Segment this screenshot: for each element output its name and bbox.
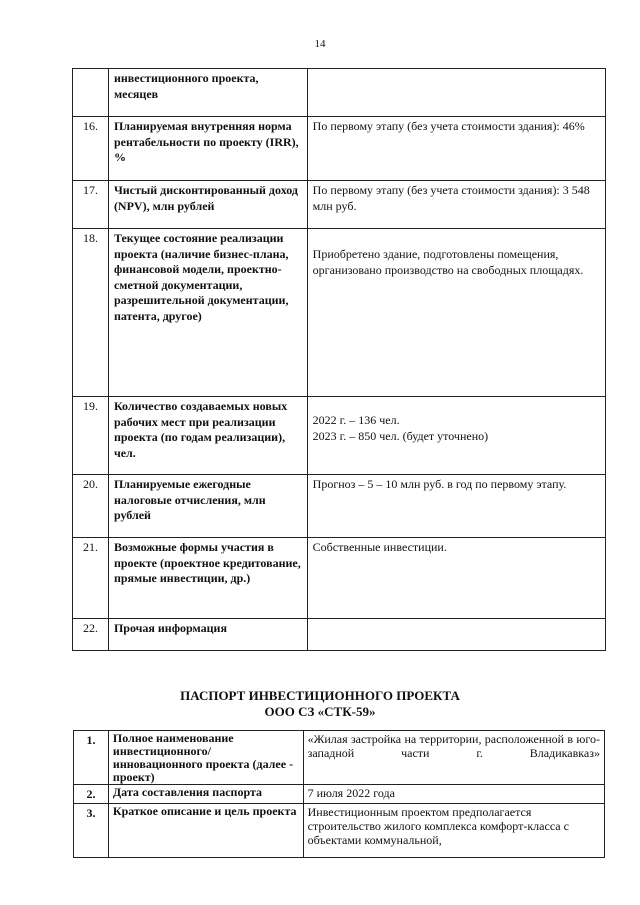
row-number: 1.: [74, 731, 109, 785]
row-value: Прогноз – 5 – 10 млн руб. в год по первому этапу.: [307, 475, 605, 538]
table-row: [73, 475, 606, 538]
table-row: [74, 731, 605, 785]
table-row: [73, 619, 606, 651]
row-label: Возможные формы участия в проекте (проектное кредитование, прямые инвестиции, др.): [108, 538, 307, 619]
row-value: [307, 619, 605, 651]
table-row: [73, 397, 606, 475]
row-label: Прочая информация: [108, 619, 307, 651]
row-number: 22.: [73, 619, 109, 651]
table-row: [73, 117, 606, 181]
row-value: [307, 397, 605, 475]
row-value: По первому этапу (без учета стоимости здания): 3 548 млн руб.: [307, 181, 605, 229]
row-label: инвестиционного проекта, месяцев: [108, 69, 307, 117]
row-value: [307, 69, 605, 117]
row-value: Собственные инвестиции.: [307, 538, 605, 619]
row-value: «Жилая застройка на территории, расположенной в юго-западной части г. Владикавказ»: [303, 731, 604, 785]
table-row: [74, 804, 605, 858]
table-row: [73, 181, 606, 229]
row-value: 7 июля 2022 года: [303, 785, 604, 804]
row-label: Краткое описание и цель проекта: [108, 804, 303, 858]
row-label: Полное наименование инвестиционного/инновационного проекта (далее - проект): [108, 731, 303, 785]
passport-table: [73, 730, 605, 858]
table-row: [74, 785, 605, 804]
row-label: Количество создаваемых новых рабочих мест при реализации проекта (по годам реализации), чел.: [108, 397, 307, 475]
row-number: 3.: [74, 804, 109, 858]
row-value: Приобретено здание, подготовлены помещения, организовано производство на свободных площадях.: [307, 229, 605, 397]
row-label: Планируемая внутренняя норма рентабельности по проекту (IRR), %: [108, 117, 307, 181]
row-number: [73, 69, 109, 117]
row-label: Планируемые ежегодные налоговые отчисления, млн рублей: [108, 475, 307, 538]
project-info-table: [72, 68, 606, 651]
passport-title: ПАСПОРТ ИНВЕСТИЦИОННОГО ПРОЕКТА: [180, 688, 460, 703]
table-row: [73, 229, 606, 397]
page-number: 14: [314, 38, 326, 50]
row-number: 17.: [73, 181, 109, 229]
row-number: 16.: [73, 117, 109, 181]
value-line: 2022 г. – 136 чел.: [312, 413, 400, 427]
value-line: 2023 г. – 850 чел. (будет уточнено): [312, 428, 489, 443]
table-row: [73, 69, 606, 117]
row-label: Дата составления паспорта: [108, 785, 303, 804]
row-number: 19.: [73, 397, 109, 475]
row-number: 18.: [73, 229, 109, 397]
row-number: 20.: [73, 475, 109, 538]
row-value: По первому этапу (без учета стоимости здания): 46%: [307, 117, 605, 181]
row-number: 2.: [74, 785, 109, 804]
row-number: 21.: [73, 538, 109, 619]
company-name: ООО СЗ «СТК-59»: [264, 704, 376, 719]
row-label: Чистый дисконтированный доход (NPV), млн рублей: [108, 181, 307, 229]
row-label: Текущее состояние реализации проекта (наличие бизнес-плана, финансовой модели, проектно-сметной документации, разрешительной документации, патента, другое): [108, 229, 307, 397]
table-row: [73, 538, 606, 619]
row-value: Инвестиционным проектом предполагается строительство жилого комплекса комфорт-класса с объектами коммунальной,: [303, 804, 604, 858]
